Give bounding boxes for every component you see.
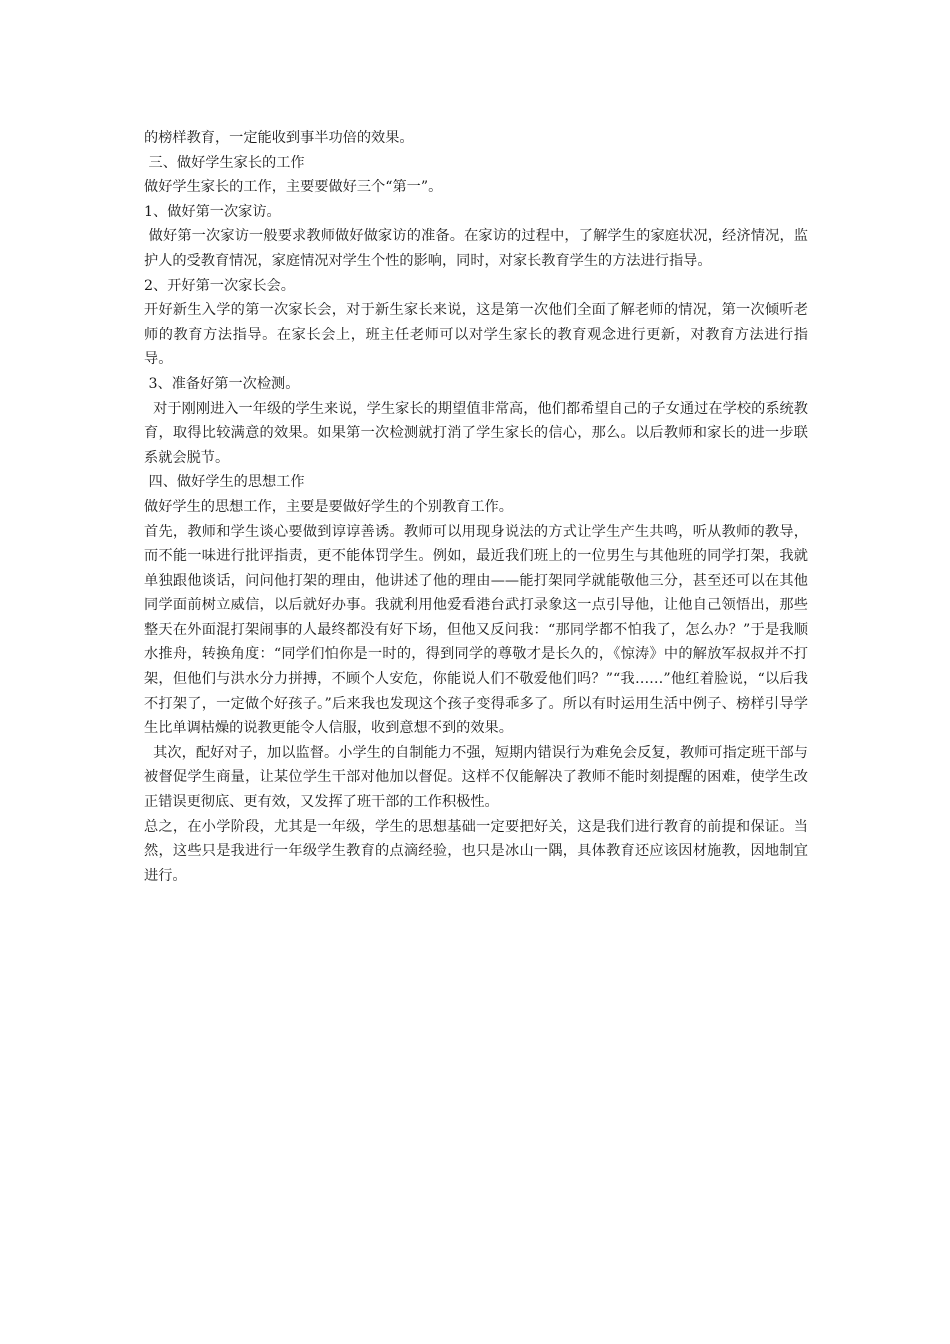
paragraph: 首先，教师和学生谈心要做到谆谆善诱。教师可以用现身说法的方式让学生产生共鸣，听从教师的教导，而不能一味进行批评指责，更不能体罚学生。例如，最近我们班上的一位男生与其他班的同学打架，我就单独跟他谈话，问问他打架的理由，他讲述了他的理由——能打架同学就能敬他三分，甚至还可以在其他同学面前树立威信，以后就好办事。我就利用他爱看港台武打录象这一点引导他，让他自己领悟出，那些整天在外面混打架闹事的人最终都没有好下场，但他又反问我：“那同学都不怕我了，怎么办？”于是我顺水推舟，转换角度：“同学们怕你是一时的，得到同学的尊敬才是长久的，《惊涛》中的解放军叔叔并不打架，但他们与洪水分力拼搏，不顾个人安危，你能说人们不敬爱他们吗？”“我……”他红着脸说，“以后我不打架了，一定做个好孩子。”后来我也发现这个孩子变得乖多了。所以有时运用生活中例子、榜样引导学生比单调枯燥的说教更能令人信服，收到意想不到的效果。 bbox=[144, 523, 808, 737]
paragraph-conclusion: 总之，在小学阶段，尤其是一年级，学生的思想基础一定要把好关，这是我们进行教育的前提和保证。当然，这些只是我进行一年级学生教育的点滴经验，也只是冰山一隅，具体教育还应该因材施教，因地制宜进行。 bbox=[144, 818, 808, 884]
document-body bbox=[144, 126, 808, 888]
paragraph: 开好新生入学的第一次家长会，对于新生家长来说，这是第一次他们全面了解老师的情况，第一次倾听老师的教育方法指导。在家长会上，班主任老师可以对学生家长的教育观念进行更新，对教育方法进行指导。 bbox=[144, 302, 808, 368]
paragraph-continuation: 的榜样教育，一定能收到事半功倍的效果。 bbox=[144, 130, 414, 146]
subheading-first-test: 3、准备好第一次检测。 bbox=[144, 375, 300, 392]
section-heading-parents: 三、做好学生家长的工作 bbox=[144, 154, 305, 171]
paragraph: 其次，配好对子，加以监督。小学生的自制能力不强，短期内错误行为难免会反复，教师可指定班干部与被督促学生商量，让某位学生干部对他加以督促。这样不仅能解决了教师不能时刻提醒的困难，使学生改正错误更彻底、更有效，又发挥了班干部的工作积极性。 bbox=[144, 744, 808, 811]
paragraph: 对于刚刚进入一年级的学生来说，学生家长的期望值非常高，他们都希望自己的子女通过在学校的系统教育，取得比较满意的效果。如果第一次检测就打消了学生家长的信心，那么。以后教师和家长的进一步联系就会脱节。 bbox=[144, 400, 808, 466]
subheading-home-visit: 1、做好第一次家访。 bbox=[144, 203, 281, 220]
paragraph: 做好第一次家访一般要求教师做好做家访的准备。在家访的过程中，了解学生的家庭状况，经济情况，监护人的受教育情况，家庭情况对学生个性的影响，同时，对家长教育学生的方法进行指导。 bbox=[144, 228, 808, 269]
section-heading-students: 四、做好学生的思想工作 bbox=[144, 474, 305, 491]
subheading-parent-meeting: 2、开好第一次家长会。 bbox=[144, 277, 295, 294]
paragraph: 做好学生的思想工作，主要是要做好学生的个别教育工作。 bbox=[144, 498, 513, 515]
paragraph: 做好学生家长的工作，主要要做好三个“第一”。 bbox=[144, 179, 443, 196]
